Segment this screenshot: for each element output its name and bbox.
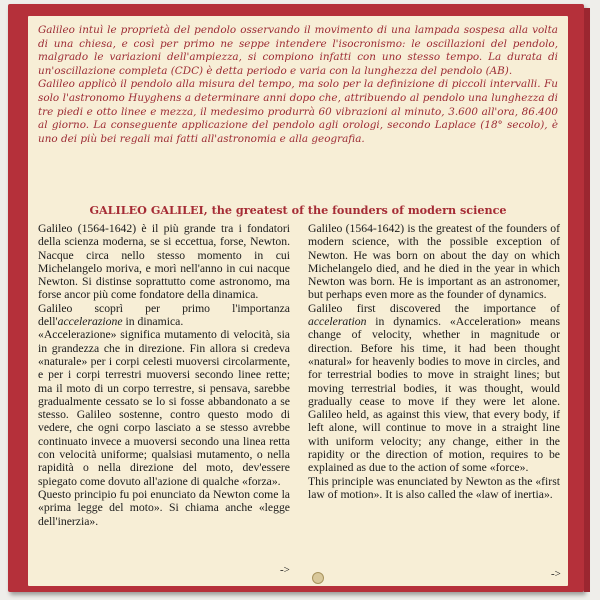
italian-paragraph-4: Questo principio fu poi enunciato da Newton come la «prima legge del moto». Si chiama anche «legge dell'inerzia». [38,487,290,528]
english-column [308,222,560,501]
card-frame [8,4,584,592]
text-panel [28,16,568,586]
italian-p2-emphasis: accelerazione [57,315,123,329]
italian-p2-before: Galileo scoprì per primo l'importanza dell' [38,301,290,329]
card-edge [584,8,590,592]
intro-section [38,24,558,146]
italian-paragraph-3: «Accelerazione» significa mutamento di velocità, sia in grandezza che in direzione. Fin allora si credeva «naturale» per i corpi celesti muoversi circolarmente, e per i corpi terrestri muoversi secondo linee rette; ma il moto di un corpo terrestre, si pensava, sarebbe gradualmente cessato se lo si fosse abbandonato a se stesso. Galileo sostenne, contro questo modo di vedere, che ogni corpo lasciato a se stesso avrebbe continuato invece a muoversi secondo una linea retta con velocità uniforme; qualsiasi mutamento, o nella rapidità o nella direzione del moto, dev'essere spiegato come dovuto all'azione di qualche «forza». [38,328,290,488]
english-paragraph-3: This principle was enunciated by Newton as the «first law of motion». It is also called the «law of inertia». [308,474,560,501]
intro-paragraph-2: Galileo applicò il pendolo alla misura del tempo, ma solo per la definizione di piccoli intervalli. Fu solo l'astronomo Huyghens a determinare anni dopo che, attribuendo al pendolo una lunghezza di tre piedi e otto linee e mezza, il medesimo produrrà 60 vibrazioni al minuto, 3.600 all'ora, 86.400 al giorno. La conseguente applicazione del pendolo agli orologi, secondo Laplace (18° secolo), è uno dei più bei regali mai fatti all'astronomia e alla geografia. [38,78,558,145]
english-paragraph-2 [308,302,560,475]
italian-paragraph-1: Galileo (1564-1642) è il più grande tra i fondatori della scienza moderna, se si eccettua, forse, Newton. Nacque circa nello stesso momento in cui Michelangelo moriva, e morì nell'anno in cui nacque Newton. Si distinse soprattutto come astronomo, ma forse ancor più come fondatore della dinamica. [38,222,290,302]
punch-hole [312,572,324,584]
english-p2-after: in dynamics. «Acceleration» means change of velocity, whether in magnitude or direction. Before his time, it had been thought «natural» for heavenly bodies to move in circles, and for terrestrial bodies to move in straight lines; but moving terrestrial bodies, it was thought, would gradually cease to move if they were let alone. Galileo held, as against this view, that every body, if left alone, will continue to move in a straight line with uniform velocity; any change, either in the rapidity or the direction of motion, requires to be explained as due to the action of some «force». [308,315,560,475]
english-continue-arrow: -> [551,568,561,580]
english-p2-before: Galileo first discovered the importance of [308,301,560,315]
italian-continue-arrow: -> [280,564,290,576]
italian-paragraph-2 [38,302,290,329]
intro-paragraph-1: Galileo intuì le proprietà del pendolo osservando il movimento di una lampada sospesa alla volta di una chiesa, e così per primo ne seppe intendere l'isocronismo: le oscillazioni del pendolo, malgrado le variazioni dell'ampiezza, si compiono infatti con uno stesso tempo. La durata di un'oscillazione completa (CDC) è detta periodo e varia con la lunghezza del pendolo (AB). [38,24,558,77]
english-paragraph-1: Galileo (1564-1642) is the greatest of the founders of modern science, with the possible exception of Newton. He was born on about the day on which Michelangelo died, and he died in the year in which Newton was born. He is important as an astronomer, but perhaps even more as the founder of dynamics. [308,222,560,302]
italian-p2-after: in dinamica. [122,315,184,329]
section-heading: GALILEO GALILEI, the greatest of the founders of modern science [89,203,507,217]
italian-column [38,222,290,528]
english-p2-emphasis: acceleration [308,315,367,329]
